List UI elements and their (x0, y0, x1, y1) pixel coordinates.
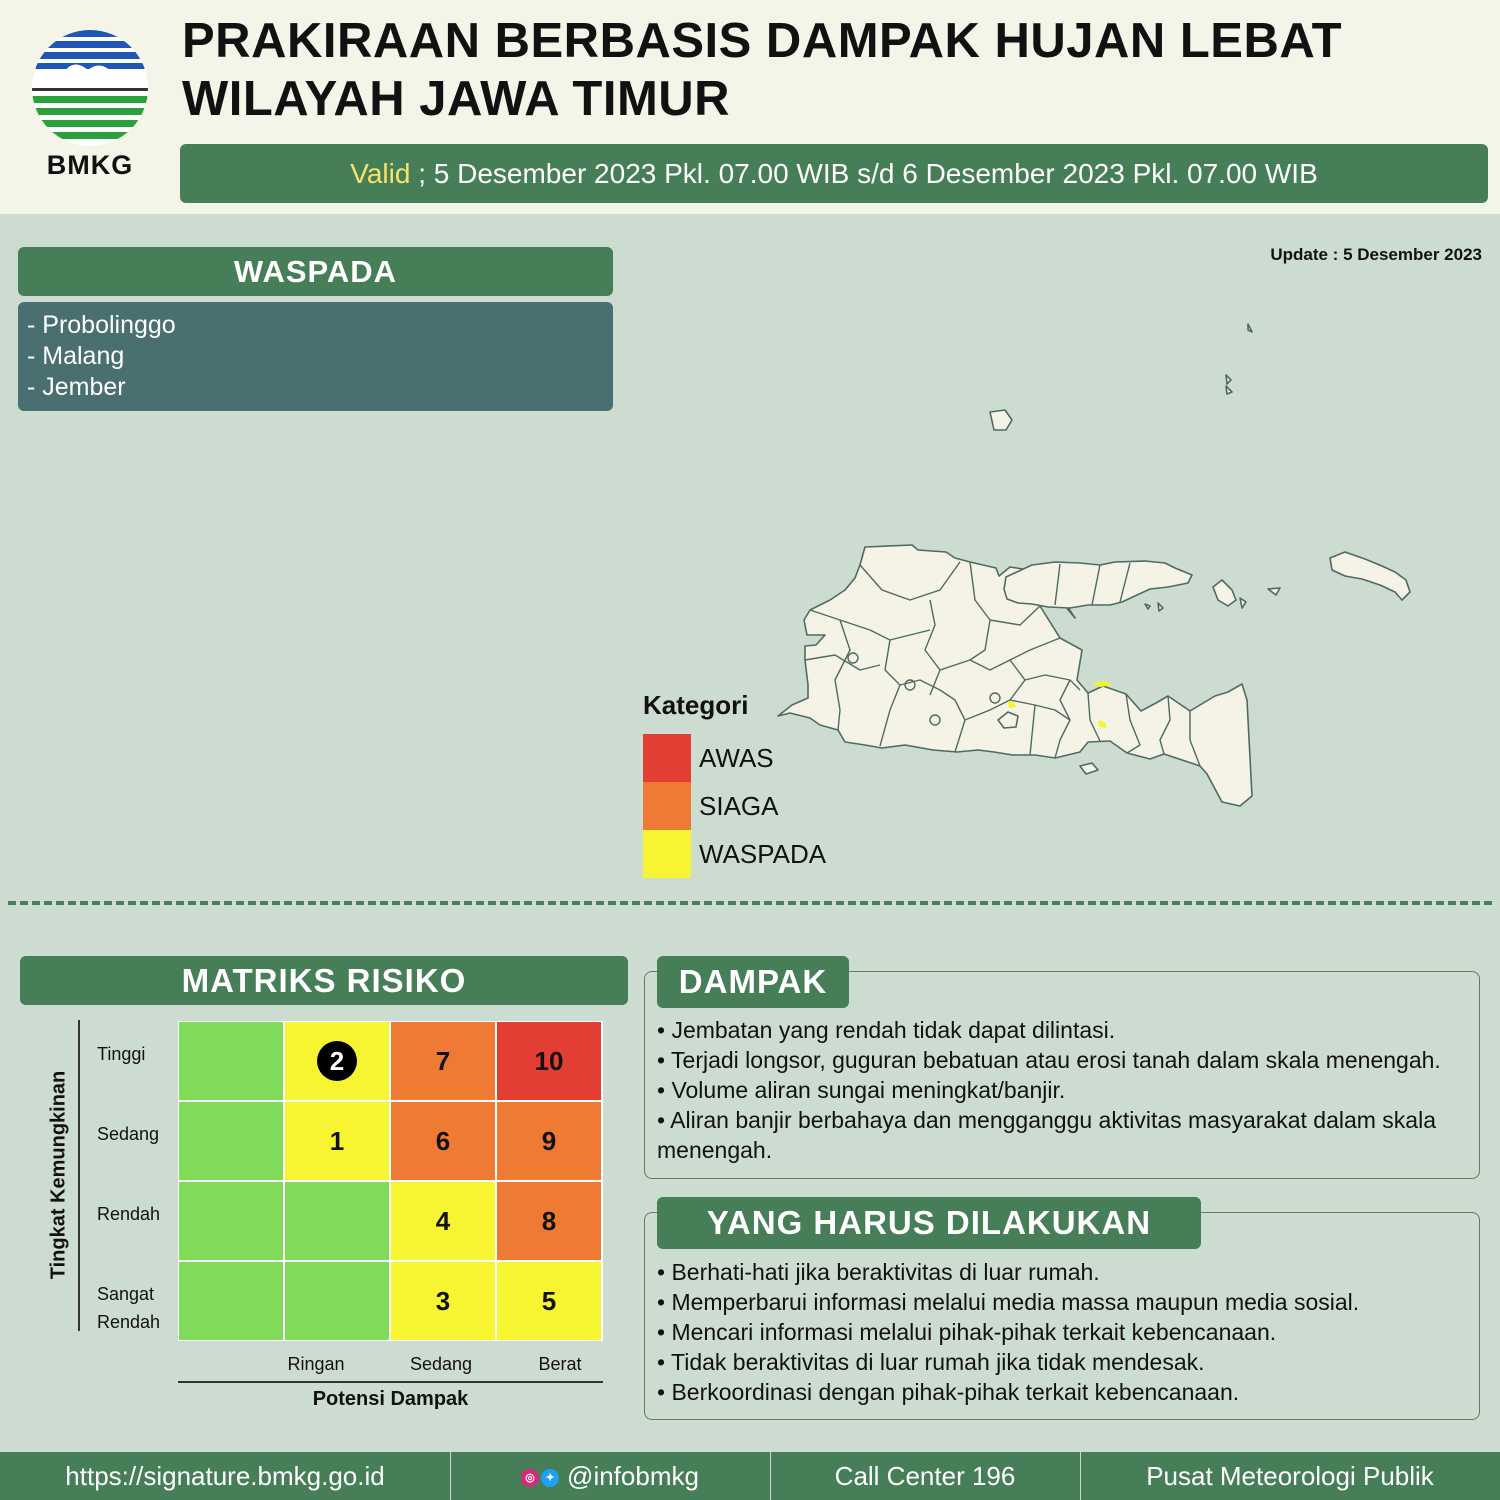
social-handle-text: @infobmkg (567, 1461, 699, 1491)
legend-label: WASPADA (699, 839, 827, 869)
risk-score: 8 (541, 1205, 557, 1236)
matrix-cell (497, 1102, 601, 1180)
matrix-col-label: Sedang (409, 1354, 473, 1374)
call-center: Call Center 196 (834, 1461, 1016, 1491)
matrix-cell (497, 1182, 601, 1260)
social-handle[interactable] (450, 1452, 770, 1500)
east-java-map (770, 300, 1490, 820)
matrix-row-label: Sedang (97, 1124, 160, 1144)
logo-text: BMKG (46, 150, 134, 180)
dampak-list (657, 1015, 1472, 1165)
matrix-row-label: Sangat Rendah (97, 1284, 161, 1332)
legend-label: SIAGA (699, 791, 779, 821)
risk-score: 4 (435, 1205, 451, 1236)
valid-period: ; 5 Desember 2023 Pkl. 07.00 WIB s/d 6 Desember 2023 Pkl. 07.00 WIB (410, 158, 1318, 189)
waspada-area-probolinggo (1092, 681, 1112, 687)
matrix-y-axis (78, 1020, 80, 1331)
matrix-title: MATRIKS RISIKO (20, 956, 628, 1005)
tindakan-list (657, 1257, 1472, 1407)
region-item: - Jember (27, 373, 126, 401)
matrix-row-label: Tinggi (97, 1044, 146, 1064)
matrix-row-label: Rendah (97, 1204, 161, 1224)
legend-swatch (643, 782, 691, 830)
matrix-x-title: Potensi Dampak (312, 1388, 469, 1410)
matrix-cell (497, 1022, 601, 1100)
tindakan-item: • Berhati-hati jika beraktivitas di luar rumah. (657, 1259, 1100, 1285)
update-date: Update : 5 Desember 2023 (1270, 245, 1482, 264)
footer (0, 1452, 1500, 1500)
risk-matrix-grid (178, 1021, 603, 1341)
dampak-item: • Terjadi longsor, guguran bebatuan atau erosi tanah dalam skala menengah. (657, 1047, 1441, 1073)
legend-title: Kategori (643, 690, 749, 720)
legend-label: AWAS (699, 743, 774, 773)
matrix-x-axis (178, 1381, 603, 1383)
waspada-region-list (18, 302, 613, 411)
risk-score: 6 (435, 1125, 451, 1156)
risk-score: 3 (435, 1285, 451, 1316)
matrix-cell (285, 1262, 389, 1340)
matrix-cell (285, 1182, 389, 1260)
matrix-cell (391, 1262, 495, 1340)
website-link[interactable]: https://signature.bmkg.go.id (65, 1461, 385, 1491)
matrix-cell (179, 1262, 283, 1340)
section-divider (8, 901, 1492, 905)
matrix-cell (285, 1022, 389, 1100)
tindakan-item: • Mencari informasi melalui pihak-pihak terkait kebencanaan. (657, 1319, 1277, 1345)
matrix-cell (497, 1262, 601, 1340)
matrix-cell (391, 1102, 495, 1180)
map-madura (1004, 561, 1192, 608)
twitter-icon: ✦ (541, 1469, 559, 1487)
risk-score: 5 (541, 1285, 557, 1316)
region-item: - Malang (27, 342, 125, 370)
matrix-cell (179, 1182, 283, 1260)
tindakan-item: • Memperbarui informasi melalui media massa maupun media sosial. (657, 1289, 1360, 1315)
risk-score: 9 (541, 1125, 557, 1156)
risk-score: 10 (534, 1045, 564, 1076)
matrix-cell (391, 1022, 495, 1100)
matrix-cell (179, 1102, 283, 1180)
legend-swatch (643, 830, 691, 878)
current-risk-badge: 2 (317, 1041, 357, 1081)
dampak-item: • Volume aliran sungai meningkat/banjir. (657, 1077, 1066, 1103)
tindakan-title: YANG HARUS DILAKUKAN (657, 1197, 1201, 1249)
waspada-title: WASPADA (18, 247, 613, 296)
valid-label: Valid (350, 158, 411, 189)
validity-banner (180, 144, 1488, 203)
tindakan-item: • Tidak beraktivitas di luar rumah jika tidak mendesak. (657, 1349, 1205, 1375)
title-line-1: PRAKIRAAN BERBASIS DAMPAK HUJAN LEBAT (182, 14, 1343, 68)
matrix-y-title: Tingkat Kemungkinan (47, 1070, 70, 1280)
matrix-col-label: Berat (538, 1354, 582, 1374)
risk-score: 1 (329, 1125, 345, 1156)
matrix-col-label: Ringan (287, 1354, 345, 1374)
page-title (182, 12, 1342, 128)
title-line-2: WILAYAH JAWA TIMUR (182, 72, 731, 126)
instagram-icon: ◎ (521, 1469, 539, 1487)
dampak-item: • Aliran banjir berbahaya dan mengganggu aktivitas masyarakat dalam skala menengah. (657, 1107, 1437, 1163)
matrix-cell (179, 1022, 283, 1100)
dampak-item: • Jembatan yang rendah tidak dapat dilintasi. (657, 1017, 1116, 1043)
matrix-cell (285, 1102, 389, 1180)
region-item: - Probolinggo (27, 311, 176, 339)
bmkg-logo (30, 28, 150, 188)
legend-swatch (643, 734, 691, 782)
tindakan-item: • Berkoordinasi dengan pihak-pihak terkait kebencanaan. (657, 1379, 1240, 1405)
dampak-title: DAMPAK (657, 956, 849, 1008)
risk-score: 7 (435, 1045, 451, 1076)
matrix-cell (391, 1182, 495, 1260)
organization-name: Pusat Meteorologi Publik (1146, 1461, 1434, 1491)
header (0, 0, 1500, 214)
